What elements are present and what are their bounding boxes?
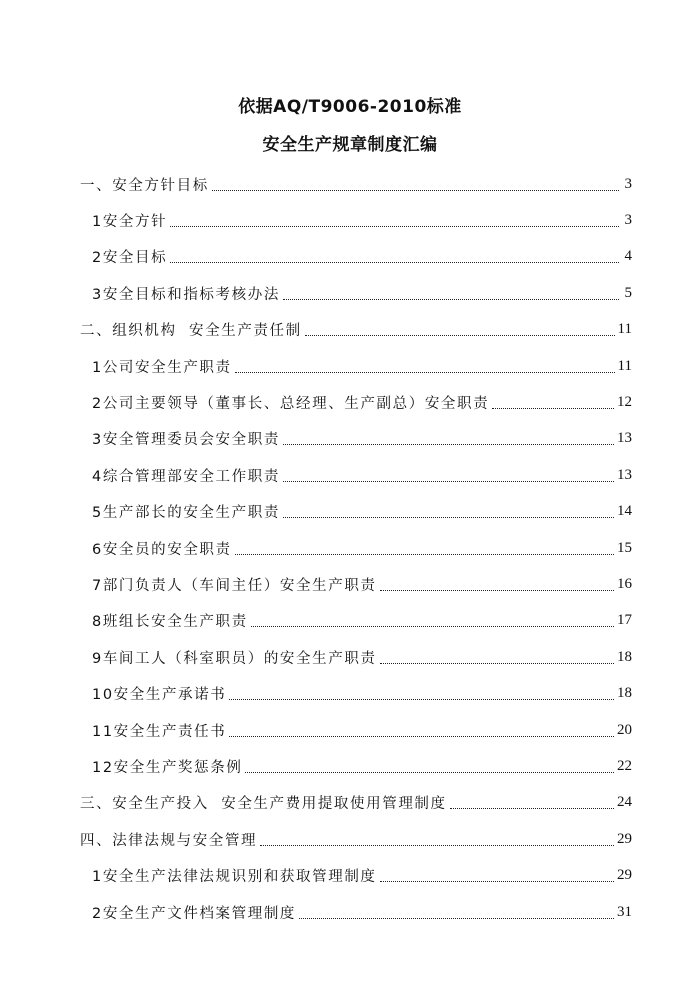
toc-entry-label: 2公司主要领导（董事长、总经理、生产副总）安全职责	[92, 396, 490, 413]
toc-entry-label: 3安全管理委员会安全职责	[92, 432, 280, 449]
toc-entry[interactable]	[80, 348, 632, 384]
toc-entry-label: 4综合管理部安全工作职责	[92, 468, 280, 485]
toc-entry[interactable]	[80, 857, 632, 893]
toc-entry[interactable]	[80, 894, 632, 930]
toc-dot-leader	[492, 408, 614, 409]
toc-dot-leader	[299, 918, 614, 919]
toc-entry[interactable]	[80, 639, 632, 675]
toc-entry-label: 2安全生产文件档案管理制度	[92, 905, 297, 922]
toc-dot-leader	[380, 881, 614, 882]
toc-entry[interactable]	[80, 457, 632, 493]
toc-dot-leader	[212, 190, 619, 191]
toc-entry[interactable]	[80, 712, 632, 748]
toc-entry[interactable]	[80, 821, 632, 857]
toc-entry-label: 5生产部长的安全生产职责	[92, 505, 280, 522]
toc-entry[interactable]	[80, 384, 632, 420]
toc-entry-page-number: 3	[624, 212, 632, 229]
toc-entry-page-number: 31	[617, 903, 632, 920]
toc-dot-leader	[229, 699, 614, 700]
toc-entry[interactable]	[80, 748, 632, 784]
toc-entry-page-number: 3	[624, 175, 632, 192]
toc-entry-label: 3安全目标和指标考核办法	[92, 286, 280, 303]
toc-entry-page-number: 5	[624, 284, 632, 301]
toc-entry[interactable]	[80, 166, 632, 202]
toc-dot-leader	[170, 262, 619, 263]
table-of-contents	[80, 166, 632, 930]
toc-entry-page-number: 12	[617, 394, 632, 411]
toc-entry-page-number: 22	[617, 757, 632, 774]
toc-entry-label: 1安全生产法律法规识别和获取管理制度	[92, 869, 377, 886]
toc-entry[interactable]	[80, 566, 632, 602]
toc-entry-label: 11安全生产责任书	[92, 723, 227, 740]
toc-dot-leader	[380, 663, 614, 664]
toc-dot-leader	[305, 335, 615, 336]
toc-entry-page-number: 13	[617, 430, 632, 447]
toc-entry-label: 一、安全方针目标	[80, 177, 209, 194]
toc-entry-label: 四、法律法规与安全管理	[80, 832, 258, 849]
toc-entry-label: 8班组长安全生产职责	[92, 614, 248, 631]
toc-entry[interactable]	[80, 494, 632, 530]
toc-entry-label: 1公司安全生产职责	[92, 359, 232, 376]
toc-entry-page-number: 18	[617, 648, 632, 665]
toc-entry-label: 2安全目标	[92, 250, 168, 267]
toc-entry-label: 12安全生产奖惩条例	[92, 759, 243, 776]
toc-entry-label: 9车间工人（科室职员）的安全生产职责	[92, 650, 377, 667]
toc-dot-leader	[380, 590, 614, 591]
toc-entry-page-number: 29	[617, 867, 632, 884]
toc-dot-leader	[283, 299, 619, 300]
toc-entry[interactable]	[80, 312, 632, 348]
toc-entry-page-number: 4	[624, 248, 632, 265]
toc-dot-leader	[283, 444, 614, 445]
toc-entry-page-number: 15	[617, 539, 632, 556]
toc-dot-leader	[251, 626, 614, 627]
toc-entry-label: 10安全生产承诺书	[92, 687, 227, 704]
toc-dot-leader	[283, 517, 614, 518]
document-title: 依据AQ/T9006-2010标准	[238, 97, 462, 117]
toc-dot-leader	[235, 372, 615, 373]
toc-entry[interactable]	[80, 603, 632, 639]
toc-dot-leader	[170, 226, 619, 227]
toc-entry-label: 6安全员的安全职责	[92, 541, 232, 558]
toc-entry[interactable]	[80, 275, 632, 311]
toc-entry-page-number: 18	[617, 685, 632, 702]
document-subtitle: 安全生产规章制度汇编	[262, 135, 438, 155]
toc-entry-label: 1安全方针	[92, 214, 168, 231]
toc-dot-leader	[283, 481, 614, 482]
toc-dot-leader	[229, 736, 614, 737]
toc-entry-label: 二、组织机构 安全生产责任制	[80, 323, 302, 340]
toc-entry-label: 三、安全生产投入 安全生产费用提取使用管理制度	[80, 796, 447, 813]
toc-entry-page-number: 11	[617, 357, 632, 374]
toc-entry-page-number: 14	[617, 503, 632, 520]
toc-dot-leader	[260, 845, 614, 846]
toc-entry[interactable]	[80, 675, 632, 711]
toc-entry-page-number: 20	[617, 721, 632, 738]
toc-entry-page-number: 13	[617, 466, 632, 483]
toc-dot-leader	[450, 808, 614, 809]
toc-entry-label: 7部门负责人（车间主任）安全生产职责	[92, 577, 377, 594]
toc-entry-page-number: 11	[617, 321, 632, 338]
toc-entry-page-number: 16	[617, 575, 632, 592]
toc-entry[interactable]	[80, 239, 632, 275]
toc-entry[interactable]	[80, 530, 632, 566]
toc-entry[interactable]	[80, 421, 632, 457]
toc-dot-leader	[235, 554, 614, 555]
toc-entry-page-number: 24	[617, 794, 632, 811]
toc-entry-page-number: 17	[617, 612, 632, 629]
toc-entry[interactable]	[80, 785, 632, 821]
toc-dot-leader	[245, 772, 614, 773]
toc-entry[interactable]	[80, 202, 632, 238]
toc-entry-page-number: 29	[617, 830, 632, 847]
